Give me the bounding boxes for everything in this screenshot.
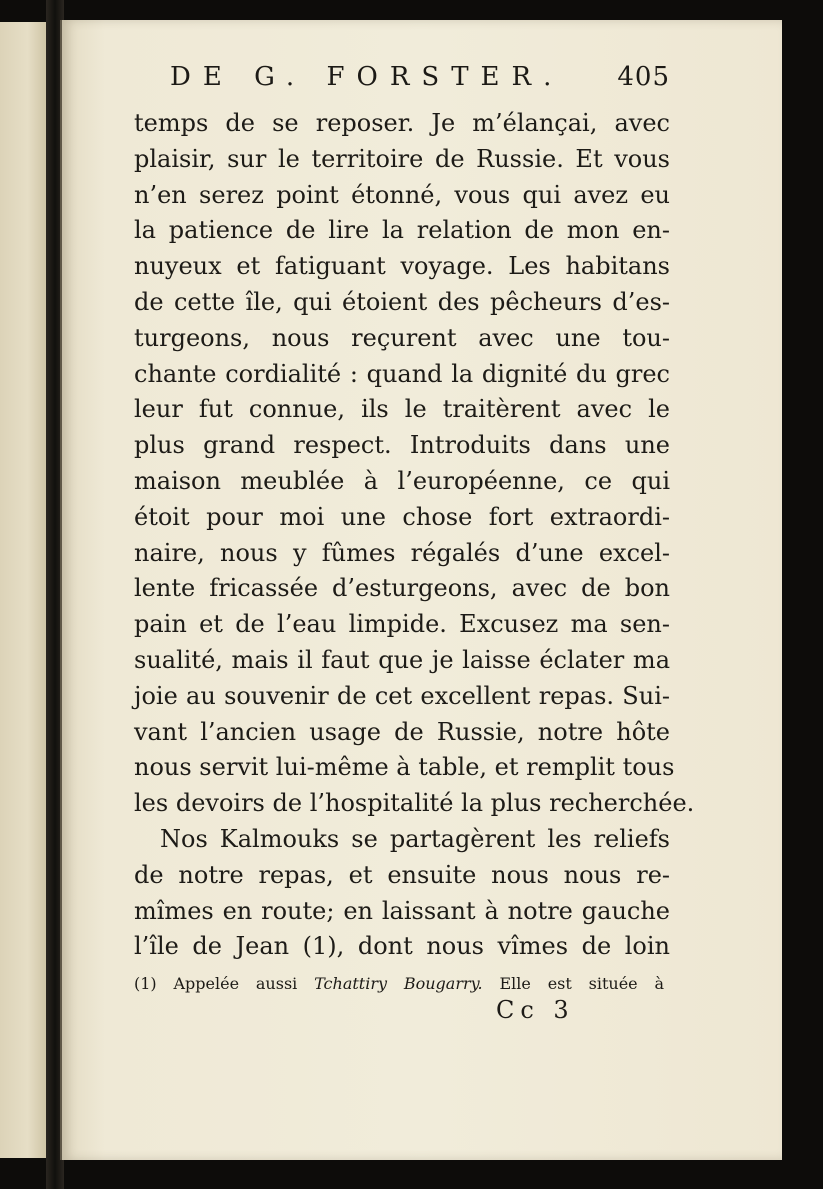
footnote-italic-name: Tchattiry Bougarry. [314, 974, 483, 993]
text-line: lente fricassée d’esturgeons, avec de bon [134, 574, 670, 603]
text-line: nuyeux et fatiguant voyage. Les habitans [134, 252, 670, 281]
text-line: étoit pour moi une chose fort extraordi- [134, 502, 670, 531]
text-line: joie au souvenir de cet excellent repas. Sui- [134, 681, 670, 710]
text-line: turgeons, nous reçurent avec une tou- [134, 323, 670, 352]
left-page-edge [0, 22, 48, 1158]
text-line: maison meublée à l’européenne, ce qui [134, 466, 670, 495]
text-line: nous servit lui-même à table, et remplit tous [134, 753, 675, 782]
running-head: DE G. FORSTER. [170, 62, 564, 92]
printer-signature: Cc 3 [496, 996, 575, 1024]
text-line: vant l’ancien usage de Russie, notre hôte [134, 717, 670, 746]
text-line: n’en serez point étonné, vous qui avez eu [134, 180, 670, 209]
page-number: 405 [617, 62, 670, 92]
text-line: pain et de l’eau limpide. Excusez ma sen- [134, 610, 670, 639]
text-line: de notre repas, et ensuite nous nous re- [134, 860, 670, 889]
page-header [170, 60, 670, 100]
text-line: l’île de Jean (1), dont nous vîmes de loin [134, 932, 670, 961]
text-line: temps de se reposer. Je m’élançai, avec [134, 109, 670, 137]
text-line: naire, nous y fûmes régalés d’une excel- [134, 538, 670, 567]
text-line: de cette île, qui étoient des pêcheurs d’es- [134, 287, 670, 316]
text-line: chante cordialité : quand la dignité du grec [134, 359, 670, 388]
text-line: plaisir, sur le territoire de Russie. Et vous [134, 144, 670, 173]
paragraph-start-line: Nos Kalmouks se partagèrent les reliefs [160, 824, 670, 853]
footnote-continuation: Elle est située à [482, 974, 665, 993]
text-line: plus grand respect. Introduits dans une [134, 431, 670, 460]
paragraph-end-line: les devoirs de l’hospitalité la plus recherchée. [134, 789, 695, 818]
body-text [134, 106, 695, 965]
text-line: leur fut connue, ils le traitèrent avec le [134, 395, 670, 424]
text-line: mîmes en route; en laissant à notre gauche [134, 896, 670, 925]
text-line: sualité, mais il faut que je laisse éclater ma [134, 645, 670, 674]
footnote-marker: (1) Appelée aussi [134, 974, 315, 993]
footnote [134, 970, 664, 998]
text-line: la patience de lire la relation de mon en- [134, 216, 670, 245]
